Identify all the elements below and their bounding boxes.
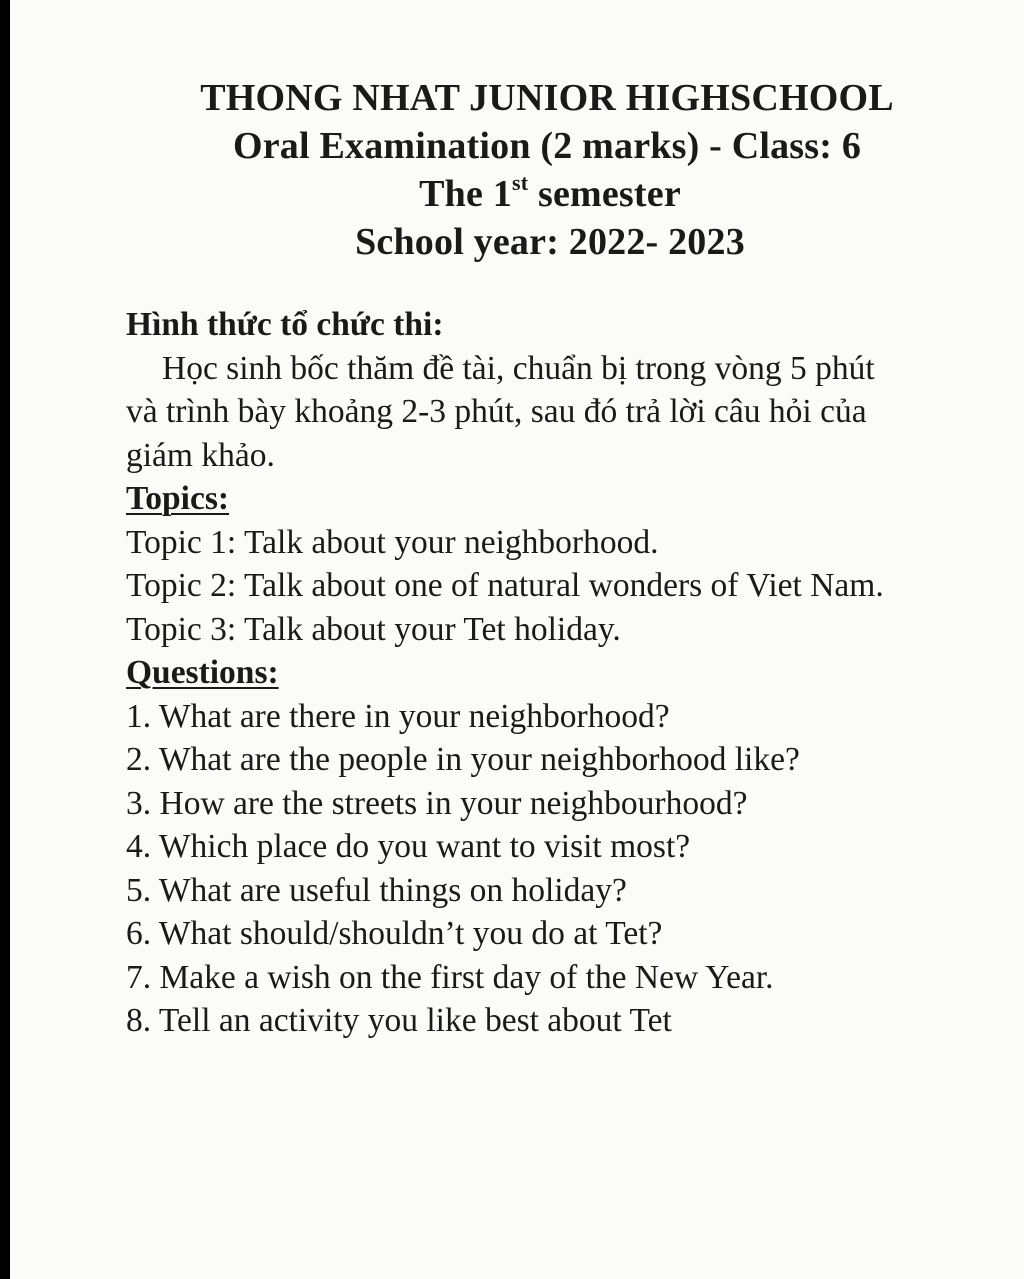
question-item: 7. Make a wish on the first day of the New Year. xyxy=(126,958,774,996)
questions-heading: Questions: xyxy=(126,654,279,691)
question-item: 1. What are there in your neighborhood? xyxy=(126,697,670,735)
topic-item: Topic 2: Talk about one of natural wonders of Viet Nam. xyxy=(126,567,884,604)
format-line: và trình bày khoảng 2-3 phút, sau đó trả lời câu hỏi của xyxy=(126,393,867,430)
question-item: 5. What are useful things on holiday? xyxy=(126,871,627,909)
exam-title: Oral Examination (2 marks) - Class: 6 xyxy=(232,125,862,167)
format-heading: Hình thức tổ chức thi: xyxy=(126,306,444,343)
semester-superscript: st xyxy=(511,170,529,195)
topic-item: Topic 1: Talk about your neighborhood. xyxy=(126,523,659,561)
topic-item: Topic 3: Talk about your Tet holiday. xyxy=(126,610,621,648)
format-line: Học sinh bốc thăm đề tài, chuẩn bị trong vòng 5 phút xyxy=(162,349,875,387)
document-page xyxy=(10,0,1024,1279)
semester-prefix: The 1 xyxy=(419,173,512,215)
document-header xyxy=(10,74,1024,266)
school-year: School year: 2022- 2023 xyxy=(355,221,745,263)
semester-line xyxy=(10,170,1024,218)
semester-suffix: semester xyxy=(528,173,681,215)
question-item: 3. How are the streets in your neighbourhood? xyxy=(126,784,748,822)
format-line: giám khảo. xyxy=(126,436,275,474)
question-item: 2. What are the people in your neighborhood like? xyxy=(126,741,800,778)
school-name: THONG NHAT JUNIOR HIGHSCHOOL xyxy=(200,77,894,119)
topics-heading: Topics: xyxy=(126,480,230,517)
question-item: 6. What should/shouldn’t you do at Tet? xyxy=(126,915,663,952)
document-body xyxy=(126,303,966,1043)
question-item: 8. Tell an activity you like best about Tet xyxy=(126,1002,672,1039)
question-item: 4. Which place do you want to visit most? xyxy=(126,828,691,865)
